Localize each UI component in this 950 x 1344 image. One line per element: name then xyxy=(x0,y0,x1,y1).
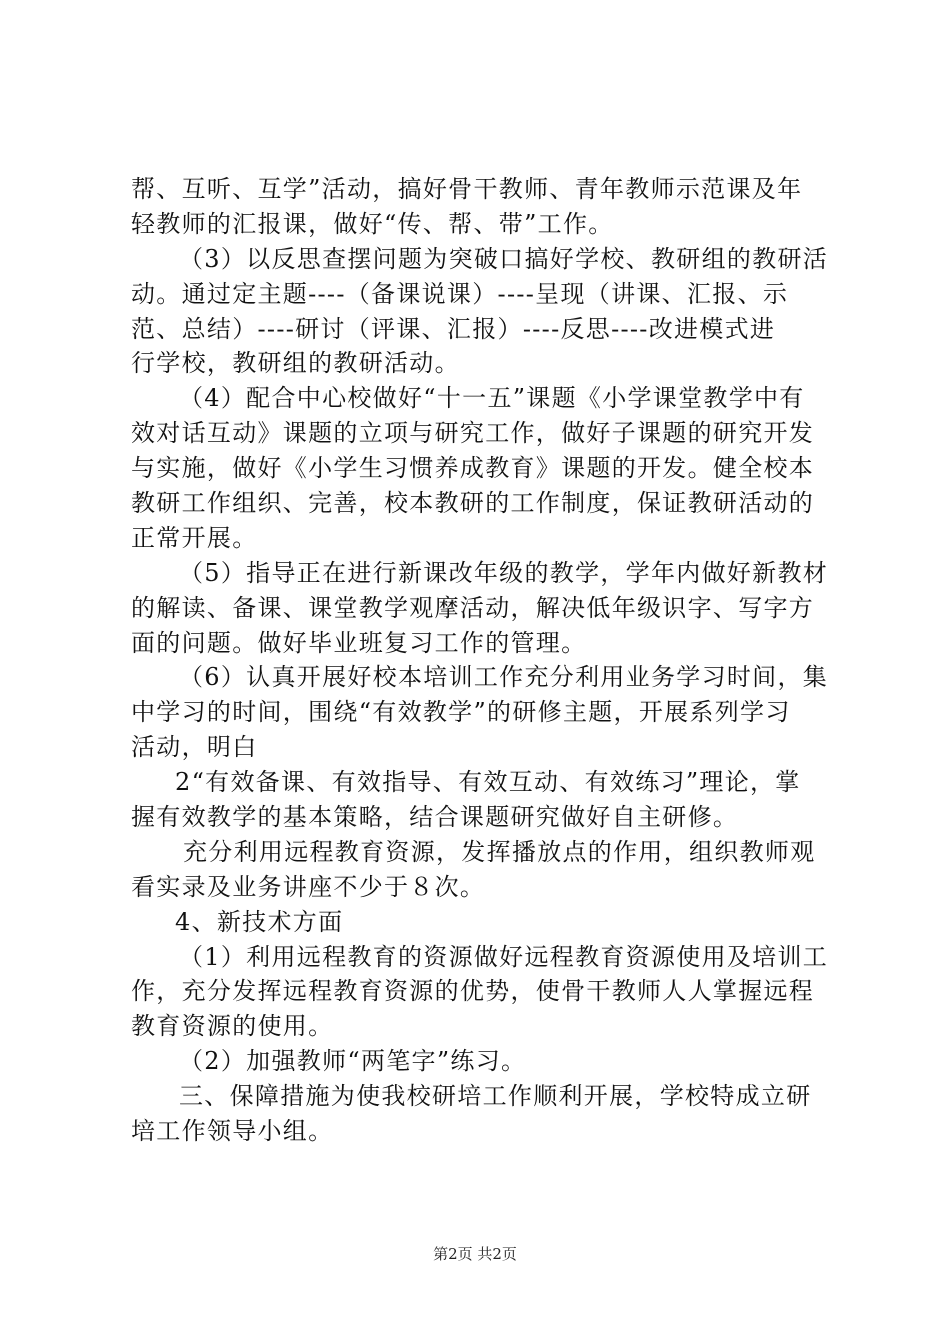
text-line: 范、总结）----研讨（评课、汇报）----反思----改进模式进 xyxy=(131,314,776,343)
text-line: （5）指导正在进行新课改年级的教学，学年内做好新教材 xyxy=(179,558,829,587)
text-line: 教育资源的使用。 xyxy=(131,1012,334,1041)
text-line: 与实施，做好《小学生习惯养成教育》课题的开发。健全校本 xyxy=(131,454,815,483)
text-line: 中学习的时间，围绕“有效教学”的研修主题，开展系列学习 xyxy=(131,698,791,727)
text-line: 正常开展。 xyxy=(131,523,258,552)
text-line: （6）认真开展好校本培训工作充分利用业务学习时间，集 xyxy=(179,663,829,692)
text-line: （1）利用远程教育的资源做好远程教育资源使用及培训工 xyxy=(179,942,829,971)
text-line: 看实录及业务讲座不少于８次。 xyxy=(131,872,486,901)
text-line: （4）配合中心校做好“十一五”课题《小学课堂教学中有 xyxy=(179,384,805,413)
text-line: 培工作领导小组。 xyxy=(131,1117,334,1146)
document-body xyxy=(131,172,831,1149)
text-line: 面的问题。做好毕业班复习工作的管理。 xyxy=(131,628,587,657)
text-line: 充分利用远程教育资源，发挥播放点的作用，组织教师观 xyxy=(183,837,816,866)
text-line: 轻教师的汇报课，做好“传、帮、带”工作。 xyxy=(131,209,614,238)
text-line: 帮、互听、互学”活动，搞好骨干教师、青年教师示范课及年 xyxy=(131,175,803,203)
text-line: 4、新技术方面 xyxy=(175,907,344,936)
page-footer: 第2页 共2页 xyxy=(433,1245,517,1263)
text-line: 2“有效备课、有效指导、有效互动、有效练习”理论，掌 xyxy=(175,768,801,797)
text-line: 教研工作组织、完善，校本教研的工作制度，保证教研活动的 xyxy=(131,489,815,518)
text-line: 作，充分发挥远程教育资源的优势，使骨干教师人人掌握远程 xyxy=(131,977,815,1006)
text-line: 效对话互动》课题的立项与研究工作，做好子课题的研究开发 xyxy=(131,419,815,448)
text-line: 活动，明白 xyxy=(131,733,258,762)
text-line: 的解读、备课、课堂教学观摩活动，解决低年级识字、写字方 xyxy=(131,593,815,622)
text-line: 行学校，教研组的教研活动。 xyxy=(131,349,460,378)
text-line: 动。通过定主题----（备课说课）----呈现（讲课、汇报、示 xyxy=(131,279,789,308)
text-line: 握有效教学的基本策略，结合课题研究做好自主研修。 xyxy=(131,803,739,832)
text-line: 三、保障措施为使我校研培工作顺利开展，学校特成立研 xyxy=(179,1082,812,1111)
text-line: （2）加强教师“两笔字”练习。 xyxy=(179,1047,527,1076)
text-line: （3）以反思查摆问题为突破口搞好学校、教研组的教研活 xyxy=(179,244,829,273)
